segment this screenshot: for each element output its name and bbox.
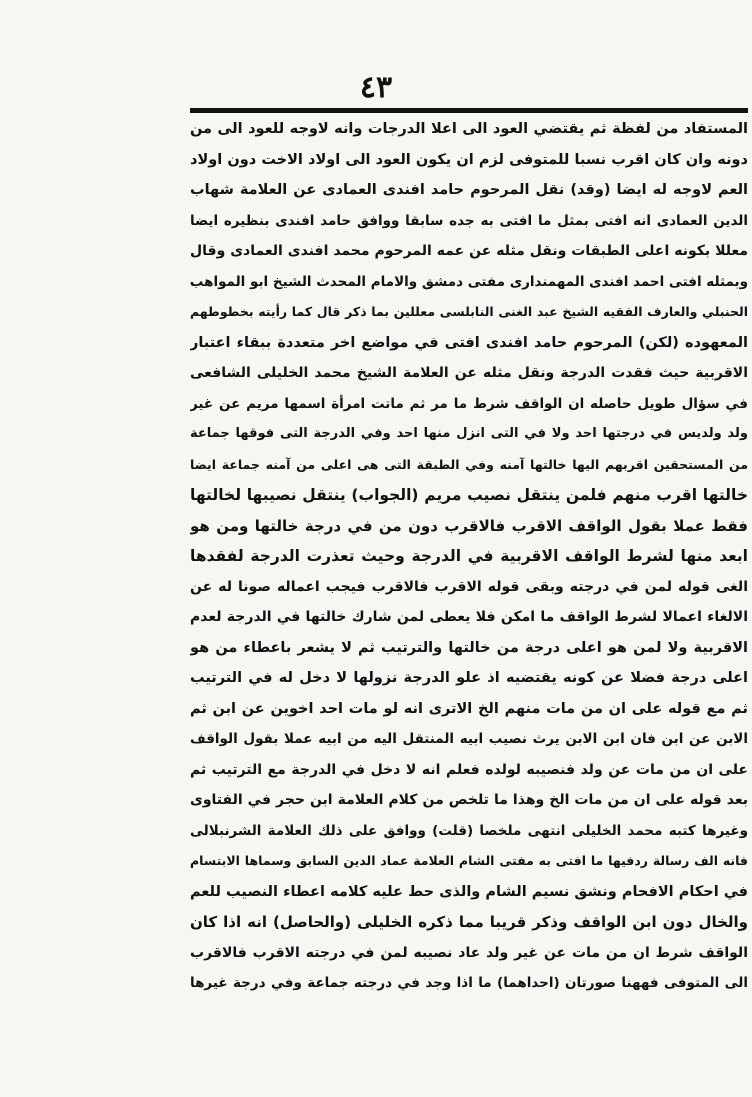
text-line: خالتها اقرب منهم فلمن ينتقل نصيب مريم (الجواب) ينتقل نصيبها لخالتها — [190, 486, 748, 504]
text-line: الدين العمادى انه افتى بمثل ما افتى به جده سابقا ووافق حامد افندى بنظيره ايضا — [190, 212, 748, 229]
text-line: معللا بكونه اعلى الطبقات ونقل مثله عن عمه المرحوم محمد افندى العمادى وقال — [190, 243, 748, 259]
text-line: من المستحقين اقربهم اليها خالتها آمنه وفي الطبقة التى هى اعلى من آمنه جماعة ايضا — [190, 456, 748, 472]
text-line: فقط عملا بقول الواقف الاقرب فالاقرب دون من في درجة خالتها ومن هو — [190, 516, 748, 535]
text-line: المعهوده (لكن) المرحوم حامد افندى افتى في مواضع اخر متعددة ببقاء اعتبار — [190, 334, 748, 351]
text-line: دونه وان كان اقرب نسبا للمتوفى لزم ان يكون العود الى اولاد الاخت دون اولاد — [190, 151, 748, 168]
text-line: العم لاوجه له ايضا (وقد) نقل المرحوم حامد افندى العمادى عن العلامة شهاب — [190, 182, 748, 198]
text-line: ثم مع قوله على ان من مات منهم الخ الاترى انه لو مات احد اخوين عن ابن ثم — [190, 700, 748, 717]
text-line: الابن عن ابن فان ابن الابن يرث نصيب ابيه المنتقل اليه من ابيه عملا بقول الواقف — [190, 731, 748, 747]
text-line: ابعد منها لشرط الواقف الاقربية في الدرجة وحيث تعذرت الدرجة لفقدها — [190, 547, 748, 565]
text-line: المستفاد من لفظة ثم يقتضي العود الى اعلا الدرجات وانه لاوجه للعود الى من — [190, 121, 748, 137]
text-line: الحنبلي والعارف الفقيه الشيخ عبد الغنى النابلسى معللين بما ذكر قال كما رأيته بخطوطهم — [190, 304, 748, 319]
text-line: على ان من مات عن ولد فنصيبه لولده فعلم انه لا دخل في الدرجة مع الترتيب ثم — [190, 761, 748, 778]
text-line: الواقف شرط ان من مات عن غير ولد عاد نصيبه لمن في درجته الاقرب فالاقرب — [190, 944, 748, 961]
text-line: فانه الف رسالة ردفيها ما افتى به مفتى الشام العلامة عماد الدين السابق وسماها الابتسام — [190, 853, 748, 868]
header-rule — [190, 108, 748, 113]
text-line: الالغاء اعمالا لشرط الواقف ما امكن فلا يعطى لمن شارك خالتها في الدرجة لعدم — [190, 609, 748, 625]
text-line: وبمثله افتى احمد افندى المهمندارى مفتى دمشق والامام المحدث الشيخ ابو المواهب — [190, 273, 748, 290]
text-line: الاقربية حيث فقدت الدرجة ونقل مثله عن العلامة الشيخ محمد الخليلى الشافعى — [190, 365, 748, 381]
text-line: ولد ولديس في درجتها احد ولا في التى انزل منها احد وفي الدرجة التى فوقها جماعة — [190, 426, 748, 441]
text-line: الغى قوله لمن في درجته وبقى قوله الاقرب فالاقرب فيجب اعماله صونا له عن — [190, 578, 748, 595]
text-line: بعد قوله على ان من مات الخ وهذا ما تلخص من كلام العلامة ابن حجر في الفتاوى — [190, 792, 748, 808]
text-line: الى المتوفى فههنا صورتان (احداهما) ما اذا وجد في درجته جماعة وفي درجة غيرها — [190, 975, 748, 991]
body-text — [190, 114, 748, 999]
text-line: اعلى درجة فضلا عن كونه يقتضيه اذ علو الدرجة نزولها لا دخل له في الترتيب — [190, 670, 748, 686]
page-number: ٤٣ — [359, 70, 393, 105]
text-line: الاقربية ولا لمن هو اعلى درجة من خالتها والترتيب ثم لا يشعر باعطاء من هو — [190, 639, 748, 656]
text-line: في احكام الافحام ونشق نسيم الشام والذى حط عليه كلامه اعطاء النصيب للعم — [190, 883, 748, 900]
text-line: وغيرها كتبه محمد الخليلى انتهى ملخصا (قلت) ووافق على ذلك العلامة الشرنبلالى — [190, 822, 748, 839]
text-line: في سؤال طويل حاصله ان الواقف شرط ما مر ثم ماتت امرأة اسمها مريم عن غير — [190, 395, 748, 412]
text-line: والخال دون ابن الواقف وذكر قريبا مما ذكره الخليلى (والحاصل) انه اذا كان — [190, 913, 748, 931]
